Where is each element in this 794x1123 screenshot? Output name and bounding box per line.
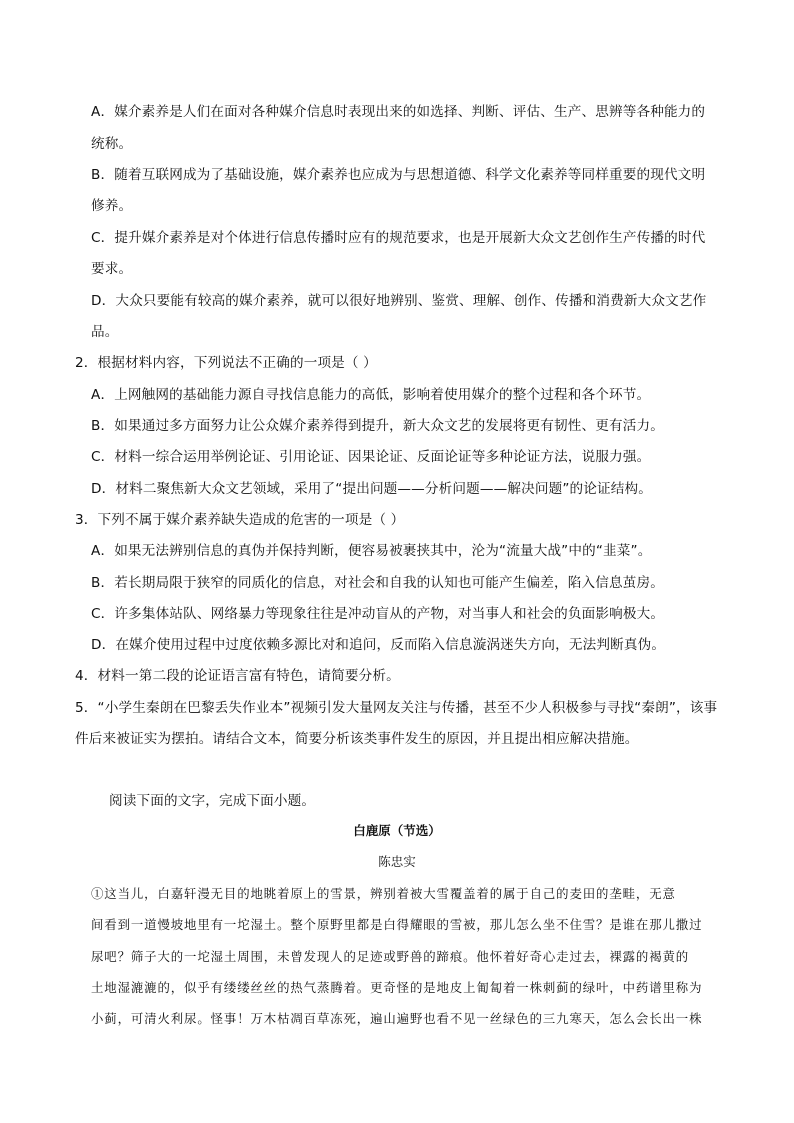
- q5-stem-line2: 件后来被证实为摆拍。请结合文本，简要分析该类事件发生的原因，并且提出相应解决措施。: [75, 731, 639, 747]
- q5-stem-line1: 5．“小学生秦朗在巴黎丢失作业本”视频引发大量网友关注与传播，甚至不少人积极参与寻找“秦朗”，该事: [75, 700, 718, 716]
- q1-option-b-line1: B．随着互联网成为了基础设施，媒介素养也应成为与思想道德、科学文化素养等同样重要的现代文明: [91, 167, 706, 183]
- q3-option-a: A．如果无法辨别信息的真伪并保持判断，便容易被裹挟其中，沦为“流量大战”中的“韭菜”。: [91, 543, 652, 559]
- q1-option-d-line2: 品。: [91, 324, 119, 340]
- q2-option-a: A．上网触网的基础能力源自寻找信息能力的高低，影响着使用媒介的整个过程和各个环节。: [91, 387, 651, 403]
- passage-line-1: ①这当儿，白嘉轩漫无目的地眺着原上的雪景，辨别着被大雪覆盖着的属于自己的麦田的垄畦，无意: [91, 886, 676, 901]
- passage-line-4: 土地湿漉漉的，似乎有缕缕丝丝的热气蒸腾着。更奇怪的是地皮上匍匐着一株刺蓟的绿叶，中药谱里称为: [91, 980, 703, 995]
- q3-option-c: C．许多集体站队、网络暴力等现象往往是冲动盲从的产物，对当事人和社会的负面影响极大。: [91, 606, 665, 622]
- q1-option-c-line1: C．提升媒介素养是对个体进行信息传播时应有的规范要求，也是开展新大众文艺创作生产传播的时代: [91, 230, 706, 246]
- q2-option-b: B．如果通过多方面努力让公众媒介素养得到提升，新大众文艺的发展将更有韧性、更有活力。: [91, 418, 664, 434]
- reading-instruction: 阅读下面的文字，完成下面小题。: [109, 793, 316, 809]
- q3-option-d: D．在媒介使用过程中过度依赖多源比对和追问，反而陷入信息漩涡迷失方向，无法判断真伪。: [91, 637, 666, 653]
- q3-stem: 3．下列不属于媒介素养缺失造成的危害的一项是（ ）: [75, 512, 405, 528]
- q2-option-c: C．材料一综合运用举例论证、引用论证、因果论证、反面论证等多种论证方法，说服力强。: [91, 449, 651, 465]
- q1-option-a-line2: 统称。: [91, 136, 133, 152]
- article-title: 白鹿原（节选）: [353, 823, 441, 838]
- q2-stem: 2．根据材料内容，下列说法不正确的一项是（ ）: [75, 355, 377, 371]
- q1-option-a-line1: A．媒介素养是人们在面对各种媒介信息时表现出来的如选择、判断、评估、生产、思辨等各种能力的: [91, 104, 706, 120]
- article-author: 陈忠实: [378, 854, 416, 869]
- passage-line-3: 尿吧？筛子大的一坨湿土周围，未曾发现人的足迹或野兽的蹄痕。他怀着好奇心走过去，裸露的褐黄的: [91, 949, 690, 964]
- q1-option-b-line2: 修养。: [91, 198, 133, 214]
- q2-option-d: D．材料二聚焦新大众文艺领域，采用了“提出问题——分析问题——解决问题”的论证结构。: [91, 481, 653, 497]
- q4-stem: 4．材料一第二段的论证语言富有特色，请简要分析。: [75, 668, 400, 684]
- passage-line-5: 小蓟，可清火利尿。怪事！万木枯凋百草冻死，遍山遍野也看不见一丝绿色的三九寒天，怎么会长出一株: [91, 1011, 703, 1026]
- q1-option-c-line2: 要求。: [91, 261, 133, 277]
- passage-line-2: 间看到一道慢坡地里有一坨湿土。整个原野里都是白得耀眼的雪被，那儿怎么坐不住雪？是谁在那儿撒过: [91, 917, 703, 932]
- q3-option-b: B．若长期局限于狭窄的同质化的信息，对社会和自我的认知也可能产生偏差，陷入信息茧房。: [91, 575, 664, 591]
- q1-option-d-line1: D．大众只要能有较高的媒介素养，就可以很好地辨别、鉴赏、理解、创作、传播和消费新大众文艺作: [91, 293, 707, 309]
